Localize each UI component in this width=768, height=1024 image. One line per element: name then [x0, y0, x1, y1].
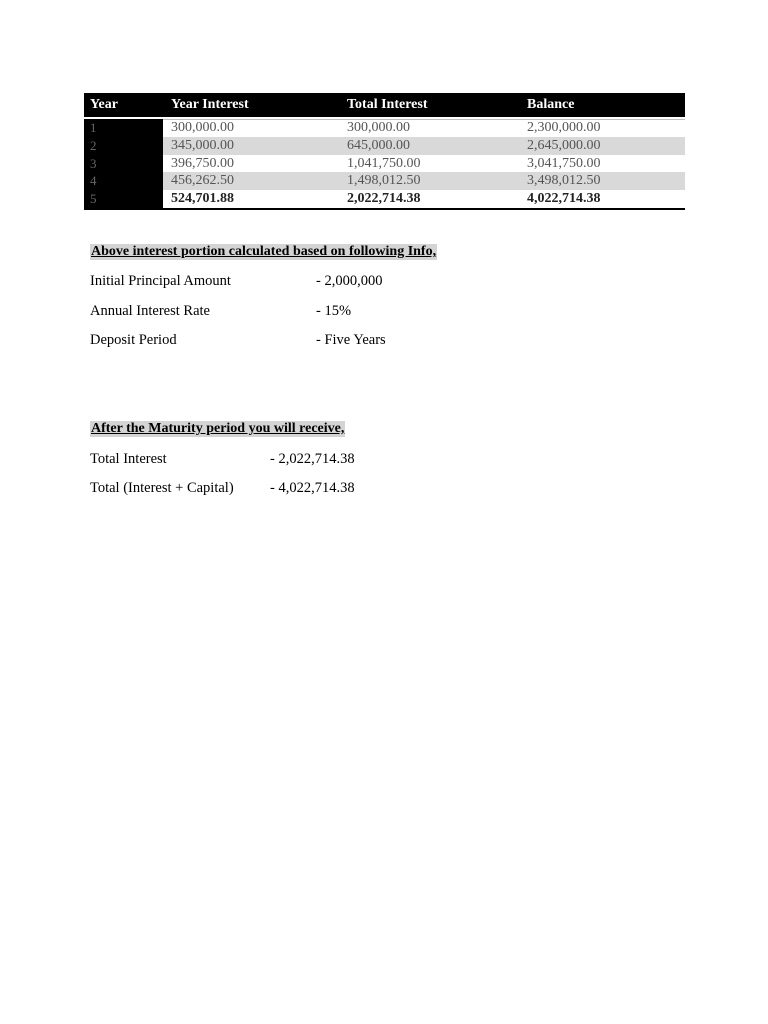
rate-value: - 15%	[316, 303, 352, 319]
total-capital-label: Total (Interest + Capital)	[90, 480, 234, 496]
total-interest-label: Total Interest	[90, 451, 167, 467]
year-cell: 3	[84, 155, 163, 173]
total-interest-cell: 2,022,714.38	[347, 191, 421, 207]
interest-table	[84, 93, 685, 210]
total-interest-cell: 1,041,750.00	[347, 155, 421, 171]
period-value: - Five Years	[316, 332, 386, 348]
maturity-heading: After the Maturity period you will receive,	[91, 421, 345, 436]
table-row	[84, 172, 685, 190]
header-year-interest: Year Interest	[171, 97, 249, 112]
table-row	[84, 137, 685, 155]
principal-value: - 2,000,000	[316, 273, 383, 289]
balance-cell: 4,022,714.38	[527, 191, 601, 207]
total-interest-cell: 1,498,012.50	[347, 173, 421, 189]
period-label: Deposit Period	[90, 332, 177, 348]
year-cell: 4	[84, 172, 163, 190]
year-interest-cell: 456,262.50	[171, 173, 234, 189]
year-cell: 1	[84, 119, 163, 137]
balance-cell: 2,645,000.00	[527, 137, 601, 153]
table-row	[84, 119, 685, 137]
balance-cell: 3,498,012.50	[527, 173, 601, 189]
year-interest-cell: 300,000.00	[171, 120, 234, 135]
info-heading: Above interest portion calculated based on following Info,	[91, 244, 437, 259]
total-interest-cell: 300,000.00	[347, 120, 410, 135]
balance-cell: 3,041,750.00	[527, 155, 601, 171]
year-cell: 5	[84, 190, 163, 208]
table-row-total	[84, 190, 685, 208]
header-total-interest: Total Interest	[347, 97, 428, 112]
table-bottom-rule	[84, 208, 685, 210]
year-interest-cell: 524,701.88	[171, 191, 234, 207]
table-header-row	[84, 93, 685, 117]
year-cell: 2	[84, 137, 163, 155]
table-row	[84, 155, 685, 173]
rate-label: Annual Interest Rate	[90, 303, 210, 319]
header-balance: Balance	[527, 97, 575, 112]
balance-cell: 2,300,000.00	[527, 120, 601, 135]
principal-label: Initial Principal Amount	[90, 273, 231, 289]
total-interest-cell: 645,000.00	[347, 137, 410, 153]
year-interest-cell: 345,000.00	[171, 137, 234, 153]
total-capital-value: - 4,022,714.38	[270, 480, 355, 496]
year-interest-cell: 396,750.00	[171, 155, 234, 171]
total-interest-value: - 2,022,714.38	[270, 451, 355, 467]
header-year: Year	[90, 97, 118, 112]
